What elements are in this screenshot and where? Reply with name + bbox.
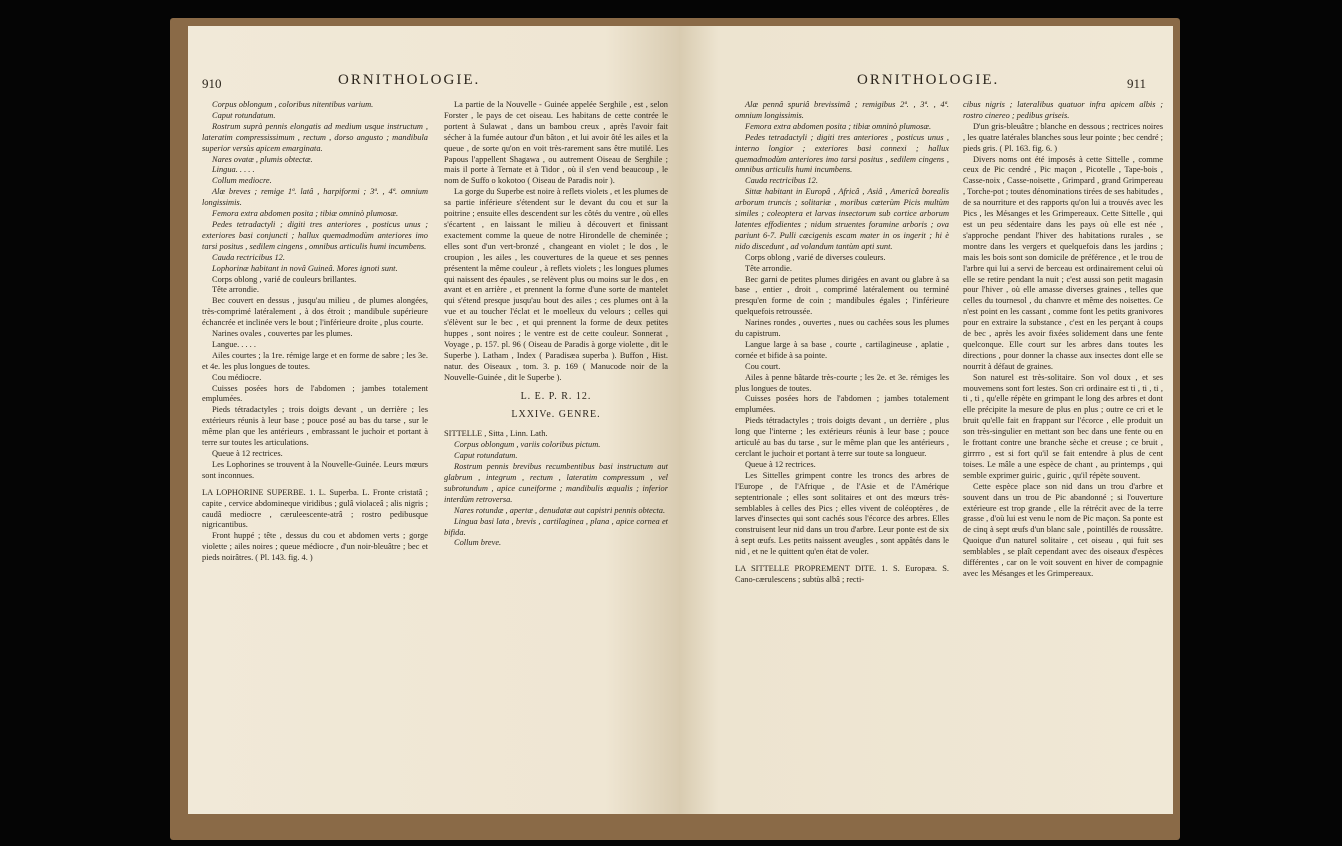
paragraph: Collum breve. — [454, 538, 502, 548]
paragraph: Cauda rectricibus 12. — [212, 252, 285, 262]
paragraph: Lingua basi lata , brevis , cartilaginea , plana , apice cornea et bifida. — [444, 516, 668, 537]
running-head: ORNITHOLOGIE. — [857, 72, 1000, 88]
paragraph: Caput rotundatum. — [454, 451, 518, 461]
paragraph: La partie de la Nouvelle - Guinée appelée Serghile , est , selon Forster , le pays de cet oiseau. Les habitans de cette contrée le portent à Sulawat , dans un bambou creux , après l'avoir fait sécher à la fumée autour d'un bâton , et lui avoir ôté les ailes et la queue , de sorte qu'on en voit très-rarement sans être mutilé. Les Papous l'appellent Shagawa , ou autrement Oiseau de Serghile ; mais il porte à Ternate et à Tidor , où il s'en vend beaucoup , le nom de Suffo o kokotoo ( Oiseau de Paradis noir ). — [444, 100, 668, 186]
paragraph: Son naturel est très-solitaire. Son vol doux , et ses mouvemens sont fort lestes. Son cri ordinaire est ti , ti , ti , ti , ti , qu'elle répète en grimpant le long des arbres et dont elle précipite la mesure de plus en plus ; outre ce cri et le bruit qu'elle fait en frappant sur l'écorce , elle produit un son très-singulier en mettant son bec dans une fente ou en le frottant contre une branche sèche et creuse ; ce bruit , girrrro , est si fort qu'il se fait entendre à plus de cent toises. Le mâle a une espèce de chant , au printemps , qui semble exprimer guiric , guiric , qu'il répète souvent. — [963, 372, 1163, 480]
paragraph: LXXIVe. GENRE. — [511, 409, 601, 421]
paragraph: Cou médiocre. — [212, 372, 262, 382]
paragraph: Corpus oblongum , variis coloribus pictum. — [454, 440, 601, 450]
paragraph: Front huppé ; tête , dessus du cou et abdomen verts ; gorge violette ; ailes noires ; queue médiocre , d'un noir-bleuâtre ; bec et pieds noirâtres. ( Pl. 143. fig. 4. ) — [202, 531, 428, 563]
paragraph: Divers noms ont été imposés à cette Sittelle , comme ceux de Pic cendré , Pic maçon , Picotelle , Tape-bois , Casse-noix , Casse-noisette , Grimpard , grand Grimpereau , Torche-pot ; toutes dénominations tirées de ses habitudes , de sa nourriture et des rapports qu'on lui a trouvés avec les Pics , les Mésanges et les Grimpereaux. Cette Sittelle , qui est un peu sédentaire dans les pays où elle est née , s'approche pendant l'hiver des habitations rurales , se montre dans les vergers et quelquefois dans les jardins ; mais les bois sont son domicile de préférence , et le trou de l'arbre qui lui a servi de berceau est ordinairement celui où elle se retire pendant la nuit ; c'est aussi son petit magasin pour l'hiver , où elle amasse diverses graines , telles que celles du tournesol , du chanvre et même des noisettes. Ce n'est point en les cassant , comme font les petits granivores pour en extraire la substance , c'est en les perçant à coups de bec , après les avoir fixées solidement dans une fente quelconque. Elle court sur les arbres dans toutes les directions , pour donner la chasse aux insectes dont elle se nourrit à défaut de graines. — [963, 154, 1163, 371]
right-page — [679, 26, 1173, 814]
paragraph: Cou court. — [745, 361, 781, 371]
paragraph: LA LOPHORINE SUPERBE. 1. L. Superba. L. Fronte cristatâ ; capite , cervice abdomineque viridibus ; gulâ violaceâ ; alis nigris ; caudâ mediocre , cæruleescente-atrâ ; rostro pedibusque nigricantibus. — [202, 487, 428, 530]
paragraph: LA SITTELLE PROPREMENT DITE. 1. S. Europæa. S. Cano-cærulescens ; subtùs albâ ; recti- — [735, 564, 949, 584]
paragraph: Alæ breves ; remige 1ª. latâ , harpiformi ; 3ª. , 4ª. omnium longissimis. — [202, 187, 428, 208]
paragraph: Tête arrondie. — [745, 263, 792, 273]
paragraph: Ailes courtes ; la 1re. rémige large et en forme de sabre ; les 3e. et 4e. les plus longues de toutes. — [202, 350, 428, 371]
paragraph: Les Lophorines se trouvent à la Nouvelle-Guinée. Leurs mœurs sont inconnues. — [202, 459, 428, 480]
paragraph: Corps oblong , varié de diverses couleurs. — [745, 252, 886, 262]
paragraph: Nares ovatæ , plumis obtectæ. — [212, 154, 313, 164]
paragraph: Pieds tétradactyles ; trois doigts devant , un derrière ; les extérieurs réunis à leur base ; pouce posé au bas du tarse , sur le même plan que les antérieurs , embrassant le juchoir et portant à terre sur toutes les articulations. — [202, 405, 428, 448]
paragraph: Queue à 12 rectrices. — [745, 459, 816, 469]
paragraph: Narines rondes , ouvertes , nues ou cachées sous les plumes du capistrum. — [735, 318, 949, 339]
text-column-right-2 — [963, 100, 1163, 810]
paragraph: Les Sittelles grimpent contre les troncs des arbres de l'Europe , de l'Afrique , de l'Asie et de l'Amérique septentrionale ; elles sont solitaires et ont des mœurs très-semblables à celles des Pics ; elles vivent de coléoptères , de larves d'insectes qui sont cachés sous l'écorce des arbres. Elles construisent leur nid dans un trou d'arbre. Leur ponte est de six à sept œufs. Les petits naissent aveugles , sont appâtés dans le nid , et ne le quittent qu'en état de voler. — [735, 470, 949, 557]
paragraph: Collum mediocre. — [212, 176, 272, 186]
paragraph: Sittæ habitant in Europâ , Africâ , Asiâ , Americâ borealis arborum truncis ; solitariæ , moribus cæterùm Picis multùm similes ; coleoptera et larvas insectorum sub cortice arborum latentes effodientes ; nidum struentes foramine arboris ; ova pariunt 6-7. Pulli cæcigenis escam mater in os ingerit ; hi è nido discedunt , ad volandum tantùm apti sunt. — [735, 187, 949, 251]
paragraph: Alæ pennâ spuriâ brevissimâ ; remigibus 2ª. , 3ª. , 4ª. omnium longissimis. — [735, 100, 949, 120]
paragraph: Cuisses posées hors de l'abdomen ; jambes totalement emplumées. — [202, 383, 428, 404]
text-column-left-2 — [444, 100, 668, 810]
paragraph: Pieds tétradactyles ; trois doigts devant , un derrière , plus long que l'interne ; les extérieurs réunis à leur base ; pouce articulé au bas du tarse , sur le même plan que les antérieurs , cerclant le juchoir et portant à terre sur toute sa longueur. — [735, 416, 949, 458]
left-page — [188, 26, 679, 814]
text-column-left-1 — [202, 100, 428, 810]
paragraph: Femora extra abdomen posita ; tibiæ omninò plumosæ. — [745, 121, 932, 131]
running-head: ORNITHOLOGIE. — [338, 72, 481, 88]
paragraph: Narines ovales , couvertes par les plumes. — [212, 329, 353, 339]
paragraph: SITTELLE , Sitta , Linn. Lath. — [444, 429, 548, 439]
paragraph: Corpus oblongum , coloribus nitentibus varium. — [212, 100, 374, 109]
paragraph: Rostrum pennis brevibus recumbentibus basi instructum aut glabrum , integrum , rectum , lateratim compressum , vel subrotundum , apice cuneiforme ; mandibulis æqualis ; inferior interdùm retroversa. — [444, 462, 668, 504]
paragraph: Ailes à penne bâtarde très-courte ; les 2e. et 3e. rémiges les plus longues de toutes. — [735, 372, 949, 393]
paragraph: Pedes tetradactyli ; digiti tres anteriores , posticus unus ; exteriores basi conjuncti ; hallux quemadmodùm anteriores imo tarsi positus , sedilem cingens , omnibus articulis humi incumbens. — [202, 219, 428, 251]
page-number: 911 — [1127, 76, 1147, 91]
paragraph: Bec garni de petites plumes dirigées en avant ou glabre à sa base , entier , droit , comprimé latéralement ou terminé presqu'en forme de coin ; mandibules égales ; l'inférieure quelquefois retroussée. — [735, 274, 949, 317]
paragraph: Cuisses posées hors de l'abdomen ; jambes totalement emplumées. — [735, 394, 949, 415]
paragraph: Cette espèce place son nid dans un trou d'arbre et souvent dans un trou de Pic abandonné ; si l'ouverture extérieure est trop grande , elle la rétrécit avec de la terre grasse , d'où lui est venu le nom de Pic maçon. Sa ponte est de cinq à sept œufs d'un blanc sale , pointillés de roussâtre. Quoique d'un naturel solitaire , cet oiseau , qui fuit ses semblables , se plaît cependant avec des oiseaux d'espèces différentes , car on le voit souvent en hiver de compagnie avec les Mésanges et les Grimpereaux. — [963, 481, 1163, 578]
paragraph: D'un gris-bleuâtre ; blanche en dessous ; rectrices noires , les quatre latérales blanches sous leur pointe ; bec cendré ; pieds gris. ( Pl. 163. fig. 6. ) — [963, 121, 1163, 153]
paragraph: Lophorinæ habitant in novâ Guineâ. Mores ignoti sunt. — [212, 263, 398, 273]
paragraph: cibus nigris ; lateralibus quatuor infra apicem albis ; rostro cinereo ; pedibus griseis. — [963, 100, 1163, 120]
paragraph: Cauda rectricibus 12. — [745, 176, 818, 186]
paragraph: Pedes tetradactyli ; digiti tres anteriores , posticus unus , interno longior ; exteriores basi connexi ; hallux quemadmodùm anteriores imo tarsi positus , sedilem cingens , omnibus articulis humi incumbens. — [735, 132, 949, 175]
paragraph: L. E. P. R. 12. — [520, 390, 592, 402]
paragraph: Bec couvert en dessus , jusqu'au milieu , de plumes alongées, très-comprimé latéralement , à dos étroit ; mandibule supérieure échancrée et inclinée vers le bout ; l'inférieure droite , plus courte. — [202, 296, 428, 328]
paragraph: Langue large à sa base , courte , cartilagineuse , aplatie , cornée et bifide à sa pointe. — [735, 339, 949, 360]
paragraph: Caput rotundatum. — [212, 110, 276, 120]
paragraph: Corps oblong , varié de couleurs brillantes. — [212, 274, 357, 284]
paragraph: Queue à 12 rectrices. — [212, 449, 283, 458]
paragraph: Nares rotundæ , apertæ , denudatæ aut capistri pennis obtecta. — [454, 505, 666, 515]
page-number: 910 — [202, 76, 222, 91]
paragraph: Rostrum suprà pennis elongatis ad medium usque instructum , lateratim compressissimum , rectum , dorso angusto ; mandibula superior versùs apicem emarginata. — [202, 121, 428, 153]
text-column-right-1 — [735, 100, 949, 810]
paragraph: La gorge du Superbe est noire à reflets violets , et les plumes de sa partie inférieure s'étendent sur le devant du cou et sur la poitrine ; ensuite elles descendent sur les côtés du ventre , où elles s'écartent , en laissant le milieu à découvert et finissant exactement comme la queue de notre Hirondelle de cheminée ; elles sont d'un vert-bronzé , changeant en violet ; le dos , le croupion , les ailes , les couvertures de la queue et ses pennes présentent la même couleur , à reflets violets ; les longues plumes qui naissent des épaules , se relèvent plus ou moins sur le dos , en avant et en arrière , et prennent la forme d'une sorte de mantelet qui s'étend presque jusqu'au bout des ailes ; ces plumes ont à la vue et au toucher l'éclat et le moelleux du velours ; celles qui s'élèvent sur le bec , et qui prennent la forme de deux petites huppes , sont noires ; le ventre est de cette couleur. Sonnerat , Voyage , p. 157. pl. 96 ( Oiseau de Paradis à gorge violette , dit le Superbe ). Latham , Index ( Paradisæa superba ). Buffon , Hist. natur. des Oiseaux , tom. 3. p. 169 ( Manucode noir de la Nouvelle-Guinée , dit le Superbe ). — [444, 187, 668, 382]
paragraph: Langue. . . . . — [212, 339, 256, 349]
paragraph: Lingua. . . . . — [212, 165, 255, 175]
paragraph: Femora extra abdomen posita ; tibiæ omninò plumosæ. — [212, 209, 399, 219]
paragraph: Tête arrondie. — [212, 285, 259, 295]
